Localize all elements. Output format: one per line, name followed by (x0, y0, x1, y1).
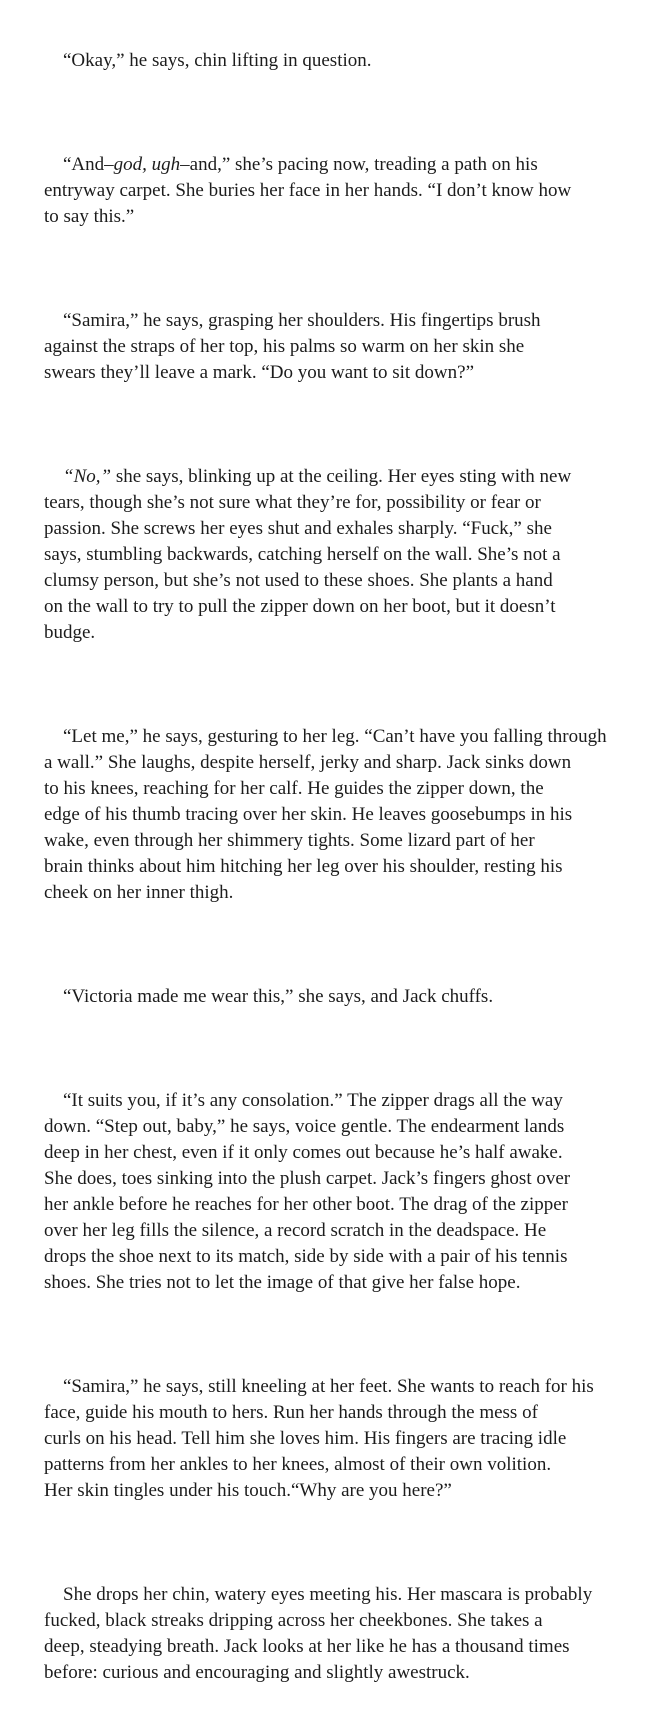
paragraph (44, 282, 640, 412)
paragraph (44, 1556, 640, 1712)
paragraph-text: “Samira,” he says, still kneeling at her feet. She wants to reach for his face, guide his mouth to hers. Run her hands through the mess of curls on his head. Tell him she loves him. His fingers are tracing idle patterns from her ankles to her knees, almost of their own volition. Her skin tingles under his touch.“Why are you here?” (44, 1376, 594, 1501)
paragraph-italic-text: god, ugh (113, 154, 181, 175)
paragraph-text: “Okay,” he says, chin lifting in question. (63, 50, 372, 71)
paragraph (44, 1348, 640, 1530)
paragraph-text: “Let me,” he says, gesturing to her leg. “Can’t have you falling through a wall.” She laughs, despite herself, jerky and sharp. Jack sinks down to his knees, reaching for her calf. He guides the zipper down, the edge of his thumb tracing over her skin. He leaves goosebumps in his wake, even through her shimmery tights. Some lizard part of her brain thinks about him hitching her leg over his shoulder, resting his cheek on her inner thigh. (44, 726, 607, 903)
paragraph-text: she says, blinking up at the ceiling. Her eyes sting with new tears, though she’s not sure what they’re for, possibility or fear or passion. She screws her eyes shut and exhales sharply. “Fuck,” she says, stumbling backwards, catching herself on the wall. She’s not a clumsy person, but she’s not used to these shoes. She plants a hand on the wall to try to pull the zipper down on her boot, but it doesn’t budge. (44, 466, 572, 643)
paragraph-text: “Samira,” he says, grasping her shoulders. His fingertips brush against the straps of her top, his palms so warm on her skin she swears they’ll leave a mark. “Do you want to sit down?” (44, 310, 541, 383)
paragraph-text: “Victoria made me wear this,” she says, and Jack chuffs. (63, 986, 494, 1007)
paragraph-italic-text: “No,” (63, 466, 112, 487)
paragraph (44, 698, 640, 932)
paragraph-text: “And– (63, 154, 114, 175)
paragraph (44, 22, 640, 100)
paragraph (44, 958, 640, 1036)
paragraph-text: She drops her chin, watery eyes meeting his. Her mascara is probably fucked, black streaks dripping across her cheekbones. She takes a deep, steadying breath. Jack looks at her like he has a thousand times before: curious and encouraging and slightly awestruck. (44, 1584, 593, 1683)
paragraph-text: “It suits you, if it’s any consolation.” The zipper drags all the way down. “Step out, baby,” he says, voice gentle. The endearment lands deep in her chest, even if it only comes out because he’s half awake. She does, toes sinking into the plush carpet. Jack’s fingers ghost over her ankle before he reaches for her other boot. The drag of the zipper over her leg fills the silence, a record scratch in the deadspace. He drops the shoe next to its match, side by side with a pair of his tennis shoes. She tries not to let the image of that give her false hope. (44, 1090, 571, 1293)
paragraph (44, 126, 640, 256)
paragraph-text: –and,” she’s pacing now, treading a path on his entryway carpet. She buries her face in her hands. “I don’t know how to say this.” (44, 154, 572, 227)
paragraph (44, 1062, 640, 1322)
paragraph (44, 438, 640, 672)
